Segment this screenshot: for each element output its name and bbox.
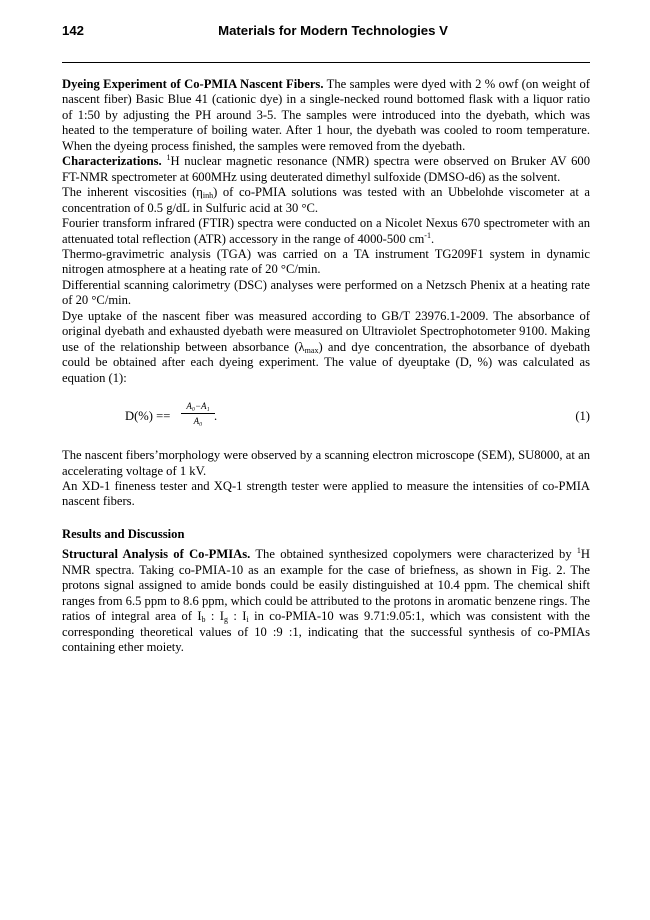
equation-end: .: [214, 409, 218, 424]
equation-fraction: [181, 401, 218, 427]
equation-numerator: A₀−A₁: [181, 401, 215, 414]
paragraph-characterizations: Characterizations. $^1$H nuclear magnetic resonance (NMR) spectra were observed on Bruker AV 600 FT-NMR spectrometer at 600MHz using deuterated dimethyl sulfoxide (DMSO-d6) as the solvent.: [62, 153, 590, 184]
section-heading: Results and Discussion: [62, 526, 185, 541]
paragraph-dyeing: Dyeing Experiment of Co-PMIA Nascent Fibers. The samples were dyed with 2 % owf (on weight of nascent fiber) Basic Blue 41 (cationic dye) in a single-necked round bottomed flask with a liquor ratio of 1:50 by adjusting the PH around 3-5. The samples were introduced into the dyebath, which was heated to the temperature of boiling water. After 1 hour, the dyebath was cooled to room temperature. When the dyeing process finished, the samples were removed from the dyebath.: [62, 77, 590, 153]
paragraph-ftir: Fourier transform infrared (FTIR) spectra were conducted on a Nicolet Nexus 670 spectrometer with an attenuated total reflection (ATR) accessory in the range of 4000-500 $cm^{-1}$.: [62, 216, 590, 246]
run-in-title: Dyeing Experiment of Co-PMIA Nascent Fibers.: [62, 77, 324, 91]
equation-lhs: D(%) ==: [125, 409, 171, 424]
journal-title: Materials for Modern Technologies V: [218, 23, 448, 38]
paragraph-tga: Thermo-gravimetric analysis (TGA) was carried on a TA instrument TG209F1 system in dynamic nitrogen atmosphere at a heating rate of 20 °C/min.: [62, 246, 590, 277]
body-text: [62, 77, 590, 656]
run-in-title: Structural Analysis of Co-PMIAs.: [62, 547, 251, 562]
run-in-title: Characterizations.: [62, 154, 162, 169]
equation-1: [62, 397, 590, 437]
equation-number: (1): [575, 409, 590, 424]
paragraph-fineness: An XD-1 fineness tester and XQ-1 strength tester were applied to measure the intensities of co-PMIA nascent fibers.: [62, 478, 590, 509]
page-number: 142: [62, 23, 85, 38]
running-header: [62, 23, 590, 45]
paragraph-dsc: Differential scanning calorimetry (DSC) analyses were performed on a Netzsch Phenix at a heating rate of 20 °C/min.: [62, 277, 590, 308]
header-rule: [62, 62, 590, 63]
paragraph-sem: The nascent fibers’morphology were observed by a scanning electron microscope (SEM), SU8000, at an accelerating voltage of 1 kV.: [62, 448, 590, 478]
paragraph-structural: Structural Analysis of Co-PMIAs. The obtained synthesized copolymers were characterized by $^1$H NMR spectra. Taking co-PMIA-10 as an example for the case of briefness, as shown in Fig. 2. The protons signal assigned to amide bonds could be easily distinguished at 10.4 ppm. The chemical shift ranges from 6.5 ppm to 8.6 ppm, which could be attributed to the protons in aromatic benzene rings. The ratios of integral area of $I_b$ : $I_g$ : $I_i$ in co-PMIA-10 was 9.71:9.05:1, which was consistent with the corresponding theoretical values of 10 :9 :1, indicating that the successful synthesis of co-PMIAs containing ether moiety.: [62, 546, 591, 655]
paragraph-dye-uptake: Dye uptake of the nascent fiber was measured according to GB/T 23976.1-2009. The absorbance of original dyebath and exhausted dyebath were measured on Ultraviolet Spectrophotometer 9100. Making use of the relationship between absorbance $(\lambda_{max})$ and dye concentration, the absorbance of dyebath could be obtained after each dyeing experiment. The value of dyeuptake (D, %) was calculated as equation (1):: [62, 308, 590, 385]
paragraph-viscosity: The inherent viscosities $(\eta_{inh})$ of co-PMIA solutions was tested with an Ubbelohde viscometer at a concentration of 0.5 g/dL in Sulfuric acid at 30 °C.: [62, 185, 590, 215]
equation-denominator: A₀: [193, 416, 203, 427]
